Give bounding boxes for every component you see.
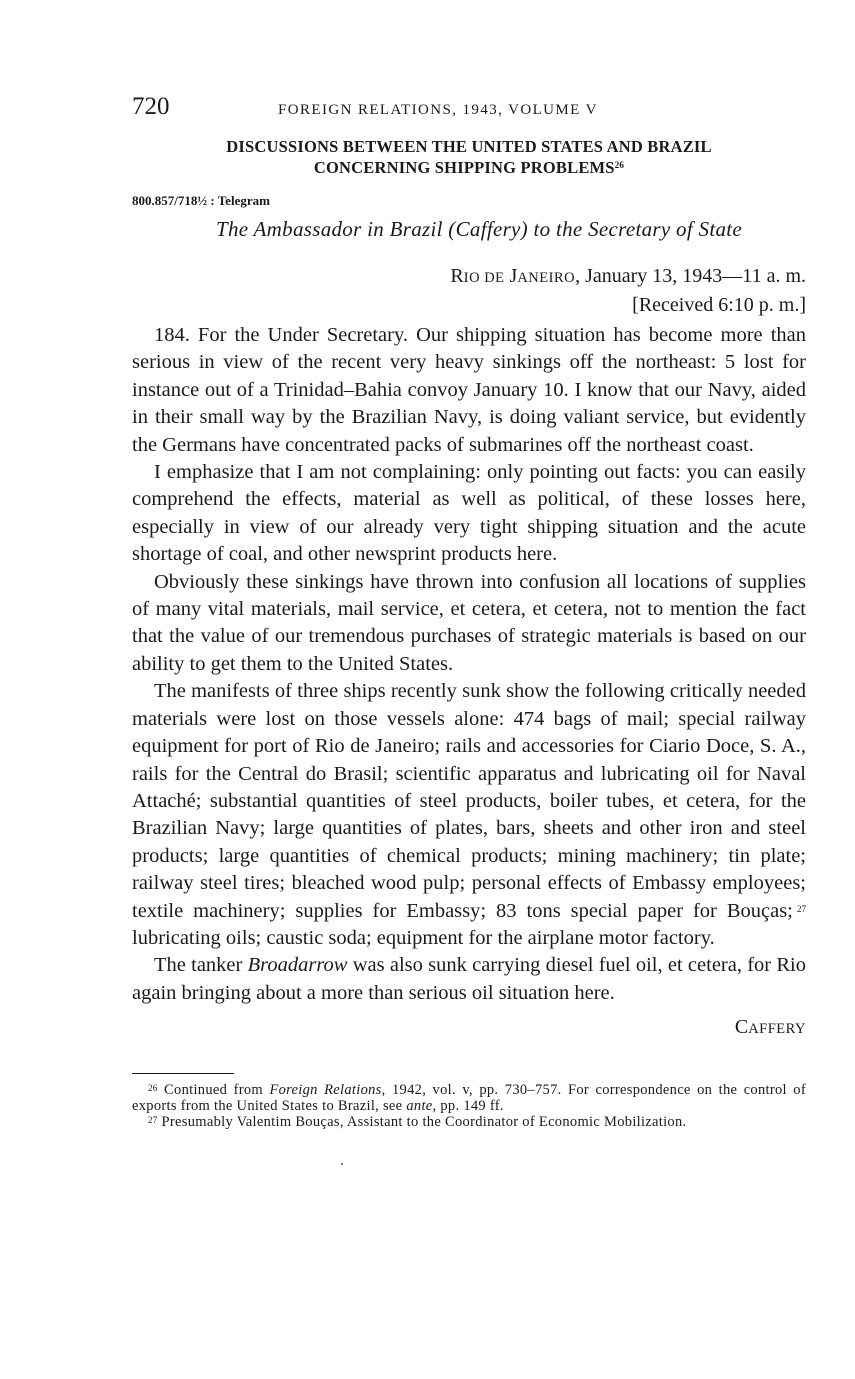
paragraph-5-text-b: was also sunk carrying diesel fuel oil, et cetera, for Rio again bringing about a more than serious oil situation here. [132,954,806,1004]
running-title: FOREIGN RELATIONS, 1943, VOLUME V [278,102,598,118]
footnote-26-text-c: , pp. 149 ff. [432,1098,504,1115]
section-heading-line-1: DISCUSSIONS BETWEEN THE UNITED STATES AND BRAZIL [226,137,712,156]
file-reference: 800.857/718½ : Telegram [132,193,270,208]
footnote-divider [132,1073,234,1074]
signature-initial: C [734,1016,749,1039]
paragraph-4-text-a: The manifests of three ships recently sunk show the following critically needed materials were lost on those vessels alone: 474 bags of mail; special railway equipment for port of Rio de Janeiro; rails and accessories for Ciario Doce, S. A., rails for the Central do Brasil; scientific apparatus and lubricating oil for Naval Attaché; substantial quantities of steel products, boiler tubes, et cetera, for the Brazilian Navy; large quantities of plates, bars, sheets and other iron and steel products; large quantities of chemical products; mining machinery; tin plate; railway steel tires; bleached wood pulp; personal effects of Embassy employees; textile machinery; supplies for Embassy; 83 tons special paper for Bouças; [132,680,806,922]
footnote-26-mark: 26 [148,1083,158,1094]
place-initial-j: J [504,265,518,287]
paragraph-4 [132,678,806,952]
place-aneiro: ANEIRO [517,270,576,286]
received-time: [Received 6:10 p. m.] [632,294,806,316]
place-initial-r: R [450,265,464,287]
paragraph-5 [132,952,806,1007]
footnote-26-source: Foreign Relations [269,1082,382,1099]
place-io-de: IO DE [463,270,505,286]
footnote-27-text: Presumably Valentim Bouças, Assistant to the Coordinator of Economic Mobilization. [157,1114,687,1131]
dateline [132,263,806,292]
paragraph-4-text-b: lubricating oils; caustic soda; equipment for the airplane motor factory. [132,926,715,949]
date-time: , January 13, 1943—11 a. m. [575,265,806,287]
section-heading-line-2 [132,157,806,178]
footnote-ref-27: 27 [797,903,806,914]
section-heading-line-2-text: CONCERNING SHIPPING PROBLEMS [313,158,615,177]
footnote-27 [132,1114,806,1130]
print-speck [341,1163,343,1165]
footnote-26-ante: ante [406,1098,433,1115]
footnote-26-text-b: , 1942, vol. v, pp. 730–757. For correspondence on the control of exports from the United States to Brazil, see [132,1082,806,1115]
document-title: The Ambassador in Brazil (Caffery) to the Secretary of State [215,217,743,241]
running-head [132,92,806,126]
footnote-26 [132,1082,806,1114]
paragraph-5-text-a: The tanker [154,954,248,977]
section-heading [132,136,806,178]
page-number: 720 [132,93,170,120]
footnote-27-mark: 27 [148,1115,158,1126]
document-page [132,92,806,1130]
signature-rest: AFFERY [748,1021,806,1038]
paragraph-2: I emphasize that I am not complaining: only pointing out facts: you can easily comprehend the effects, material as well as political, of these losses here, especially in view of our already very tight shipping situation and the acute shortage of coal, and other newsprint products here. [132,461,806,566]
footnote-ref-26: 26 [614,160,625,170]
footnote-26-text-a: Continued from [157,1082,270,1099]
paragraph-3: Obviously these sinkings have thrown into confusion all locations of supplies of many vital materials, mail service, et cetera, et cetera, not to mention the fact that the value of our tremendous purchases of strategic materials is based on our ability to get them to the United States. [132,570,806,675]
paragraph-1: 184. For the Under Secretary. Our shipping situation has become more than serious in view of the recent very heavy sinkings off the northeast: 5 lost for instance out of a Trinidad–Bahia convoy January 10. I know that our Navy, aided in their small way by the Brazilian Navy, is doing valiant service, but evidently the Germans have concentrated packs of submarines off the northeast coast. [132,324,806,456]
ship-name: Broadarrow [247,954,348,977]
signature [132,1014,806,1043]
